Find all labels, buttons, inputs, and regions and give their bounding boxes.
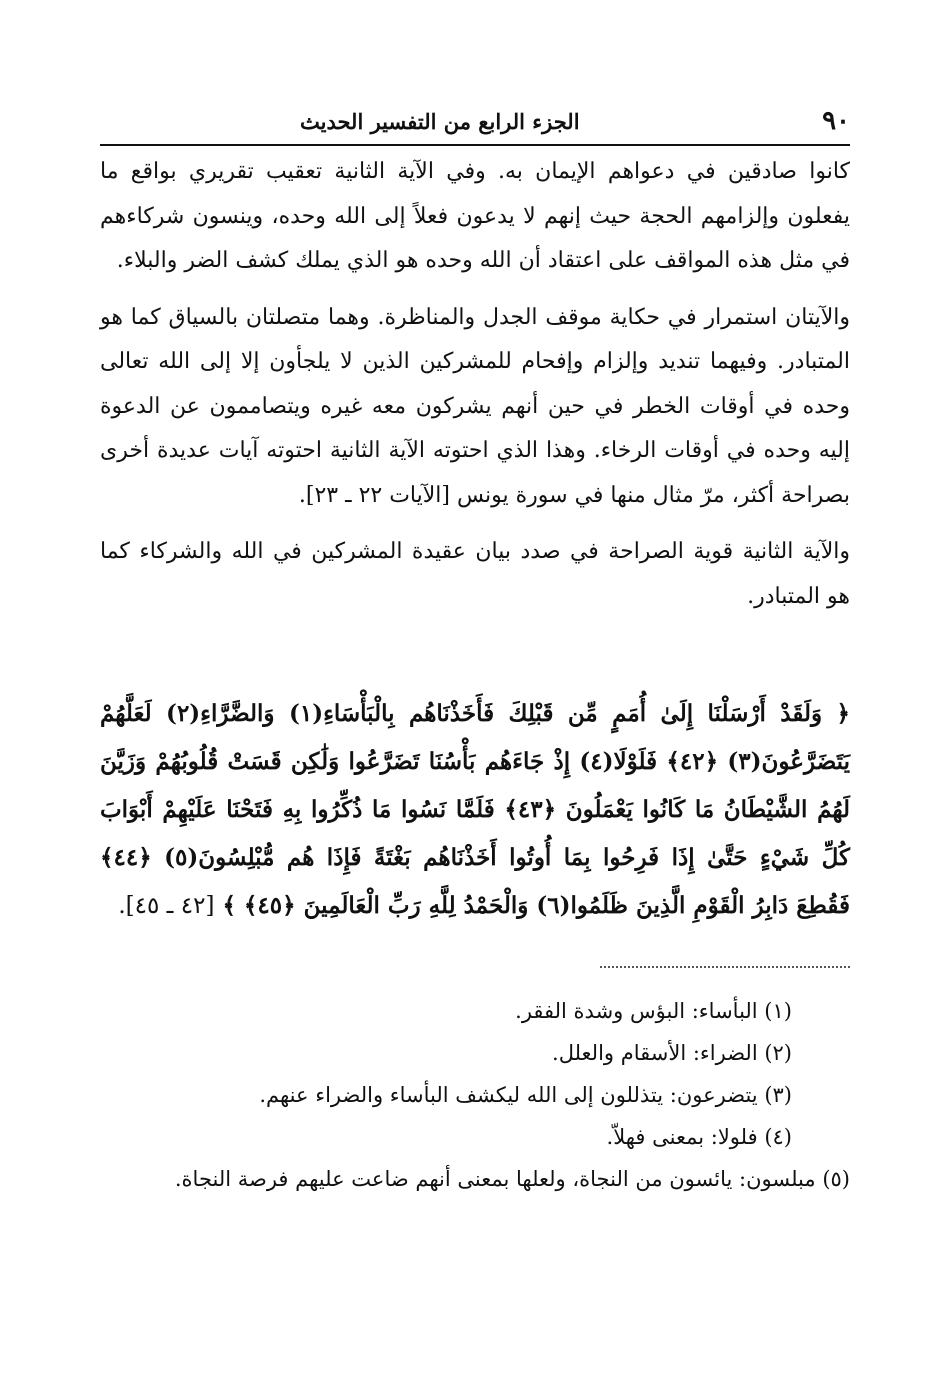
page-header [100,104,850,138]
footnote-item: (٣) يتضرعون: يتذللون إلى الله ليكشف البأساء والضراء عنهم. [259,1083,792,1107]
quran-verse-text: ﴿ وَلَقَدْ أَرْسَلْنَا إِلَىٰ أُمَمٍ مِّن قَبْلِكَ فَأَخَذْنَاهُم بِالْبَأْسَاءِ(١) وَالضَّرَّاءِ(٢) لَعَلَّهُمْ يَتَضَرَّعُونَ(٣) ﴿٤٢﴾ فَلَوْلَا(٤) إِذْ جَاءَهُم بَأْسُنَا تَضَرَّعُوا وَلَٰكِن قَسَتْ قُلُوبُهُمْ وَزَيَّنَ لَهُمُ الشَّيْطَانُ مَا كَانُوا يَعْمَلُونَ ﴿٤٣﴾ فَلَمَّا نَسُوا مَا ذُكِّرُوا بِهِ فَتَحْنَا عَلَيْهِمْ أَبْوَابَ كُلِّ شَيْءٍ حَتَّىٰ إِذَا فَرِحُوا بِمَا أُوتُوا أَخَذْنَاهُم بَغْتَةً فَإِذَا هُم مُّبْلِسُونَ(٥) ﴿٤٤﴾ فَقُطِعَ دَابِرُ الْقَوْمِ الَّذِينَ ظَلَمُوا(٦) وَالْحَمْدُ لِلَّهِ رَبِّ الْعَالَمِينَ ﴿٤٥﴾ ﴾ [100,700,851,919]
quran-verse-block [100,690,850,930]
footnote-item: (٢) الضراء: الأسقام والعلل. [552,1041,792,1065]
body-paragraph: والآية الثانية قوية الصراحة في صدد بيان عقيدة المشركين في الله والشركاء كما هو المتبادر. [100,539,850,609]
body-paragraph: والآيتان استمرار في حكاية موقف الجدل والمناظرة. وهما متصلتان بالسياق كما هو المتبادر. وفيهما تنديد وإلزام وإفحام للمشركين الذين لا يلجأون إلا إلى الله تعالى وحده في أوقات الخطر في حين أنهم يشركون معه غيره ويتصاممون عن الدعوة إليه وحده في أوقات الرخاء. وهذا الذي احتوته الآية الثانية احتوته آيات عديدة أخرى بصراحة أكثر، مرّ مثال منها في سورة يونس [الآيات ٢٢ ـ ٢٣]. [100,304,850,508]
verse-reference: [٤٢ ـ ٤٥]. [118,893,215,919]
body-text [100,150,850,631]
footnote-separator [600,966,850,968]
footnote-item: (١) البأساء: البؤس وشدة الفقر. [515,999,792,1023]
footnote-item: (٥) مبلسون: يائسون من النجاة، ولعلها بمعنى أنهم ضاعت عليهم فرصة النجاة. [174,1167,850,1191]
body-paragraph: كانوا صادقين في دعواهم الإيمان به. وفي الآية الثانية تعقيب تقريري بواقع ما يفعلون وإلزامهم الحجة حيث إنهم لا يدعون فعلاً إلى الله وحده، وينسون شركاءهم في مثل هذه المواقف على اعتقاد أن الله وحده هو الذي يملك كشف الضر والبلاء. [100,159,850,273]
running-title: الجزء الرابع من التفسير الحديث [300,108,580,134]
header-rule [100,144,850,146]
footnote-item: (٤) فلولا: بمعنى فهلاّ. [606,1125,792,1149]
page-number: ٩٠ [822,106,850,136]
footnotes [100,990,850,1200]
